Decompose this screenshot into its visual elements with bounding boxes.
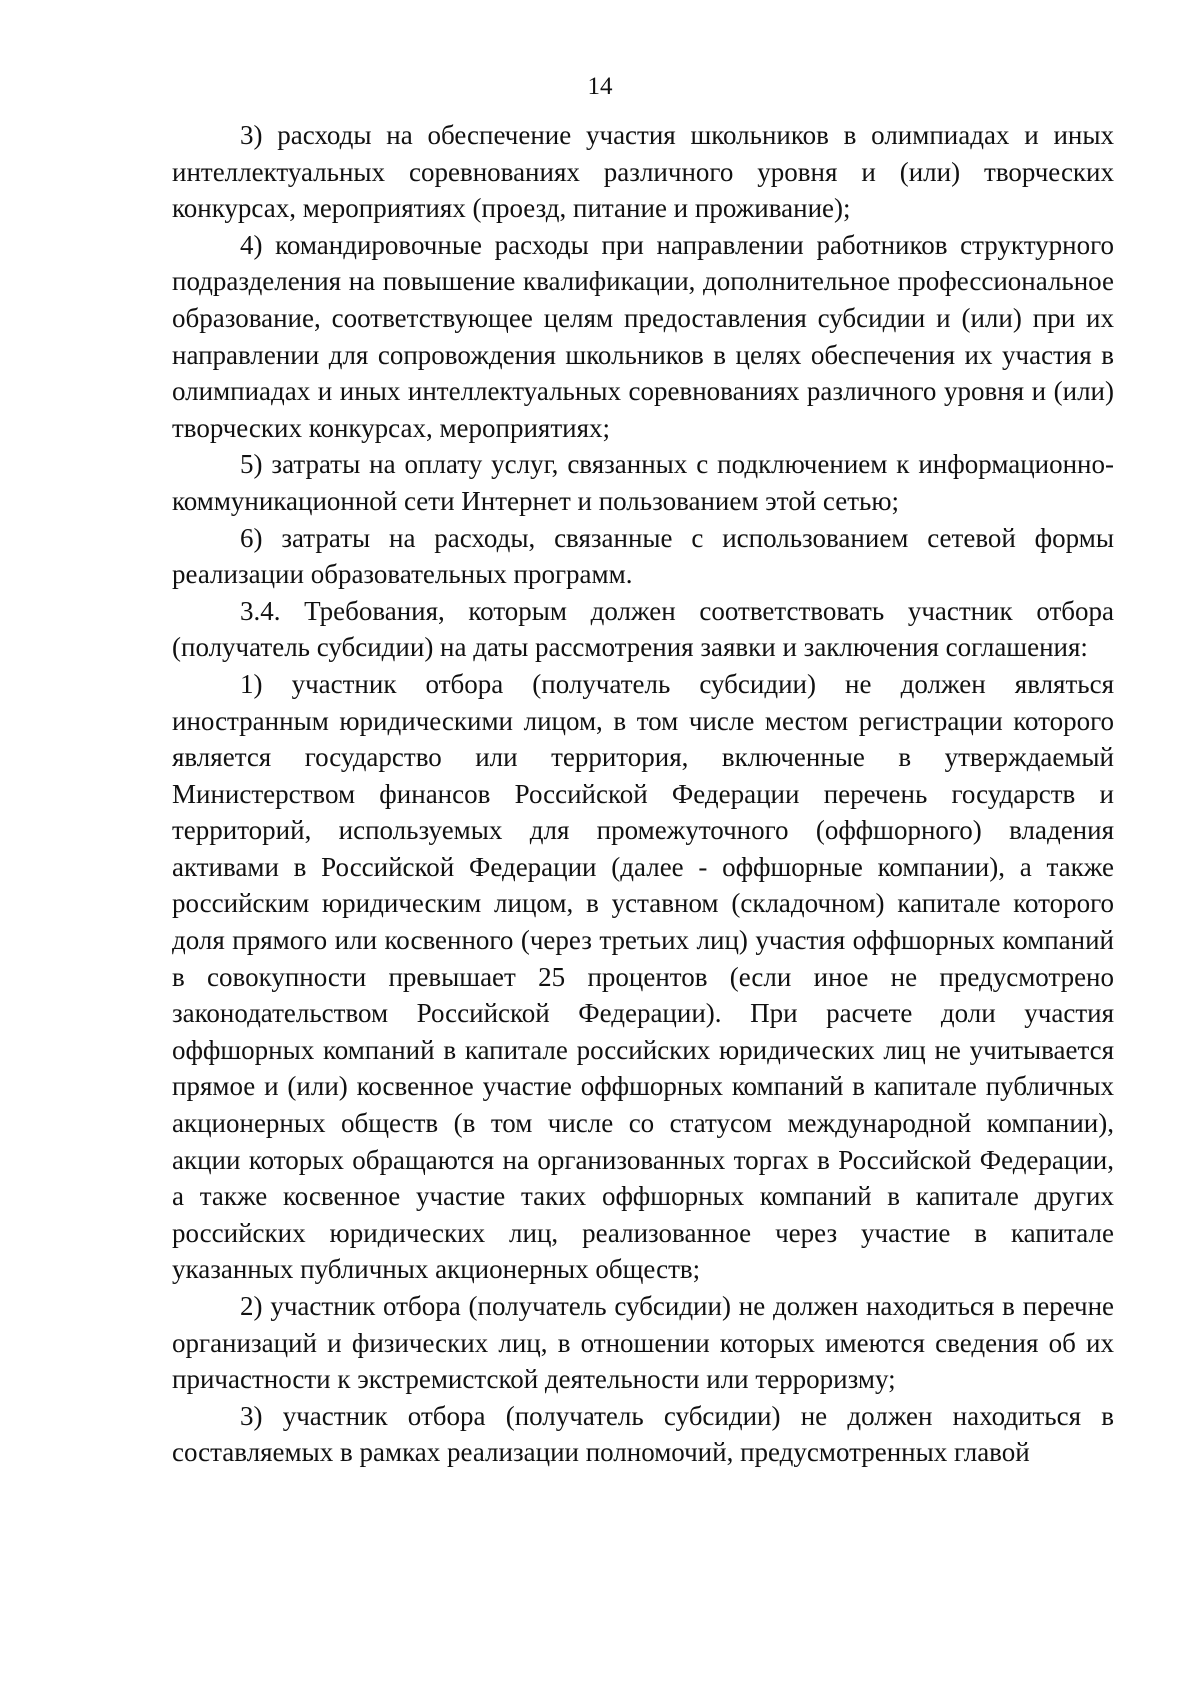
paragraph-item-6-network-programs: 6) затраты на расходы, связанные с использованием сетевой формы реализации образовательных программ. bbox=[172, 522, 1114, 590]
paragraph-item-5-internet-costs: 5) затраты на оплату услуг, связанных с подключением к информационно-коммуникационной сети Интернет и пользованием этой сетью; bbox=[172, 449, 1114, 516]
page-number: 14 bbox=[587, 73, 613, 100]
paragraph-requirement-3-lists: 3) участник отбора (получатель субсидии) не должен находиться в составляемых в рамках реализации полномочий, предусмотренных главой bbox=[172, 1400, 1114, 1468]
paragraph-requirement-2-extremism-list: 2) участник отбора (получатель субсидии) не должен находиться в перечне организаций и физических лиц, в отношении которых имеются сведения об их причастности к экстремистской деятельности или терроризму; bbox=[172, 1291, 1114, 1395]
paragraph-requirement-1-offshore: 1) участник отбора (получатель субсидии) не должен являться иностранным юридическими лицом, в том числе местом регистрации которого является государство или территория, включенные в утверждаемый Министерством финансов Российской Федерации перечень государств и территорий, используемых для промежуточного (оффшорного) владения активами в Российской Федерации (далее - оффшорные компании), а также российским юридическим лицом, в уставном (складочном) капитале которого доля прямого или косвенного (через третьих лиц) участия оффшорных компаний в совокупности превышает 25 процентов (если иное не предусмотрено законодательством Российской Федерации). При расчете доли участия оффшорных компаний в капитале российских юридических лиц не учитывается прямое и (или) косвенное участие оффшорных компаний в капитале публичных акционерных обществ (в том числе со статусом международной компании), акции которых обращаются на организованных торгах в Российской Федерации, а также косвенное участие таких оффшорных компаний в капитале других российских юридических лиц, реализованное через участие в капитале указанных публичных акционерных обществ; bbox=[172, 668, 1114, 1285]
paragraph-section-3-4-requirements: 3.4. Требования, которым должен соответствовать участник отбора (получатель субсидии) на даты рассмотрения заявки и заключения соглашения: bbox=[172, 595, 1114, 663]
document-body bbox=[172, 117, 1114, 1471]
paragraph-item-4-travel-expenses: 4) командировочные расходы при направлении работников структурного подразделения на повышение квалификации, дополнительное профессиональное образование, соответствующее целям предоставления субсидии и (или) при их направлении для сопровождения школьников в целях обеспечения их участия в олимпиадах и иных интеллектуальных соревнованиях различного уровня и (или) творческих конкурсах, мероприятиях; bbox=[172, 229, 1114, 443]
paragraph-item-3-expenses-olympiads: 3) расходы на обеспечение участия школьников в олимпиадах и иных интеллектуальных соревнованиях различного уровня и (или) творческих конкурсах, мероприятиях (проезд, питание и проживание); bbox=[172, 120, 1114, 224]
